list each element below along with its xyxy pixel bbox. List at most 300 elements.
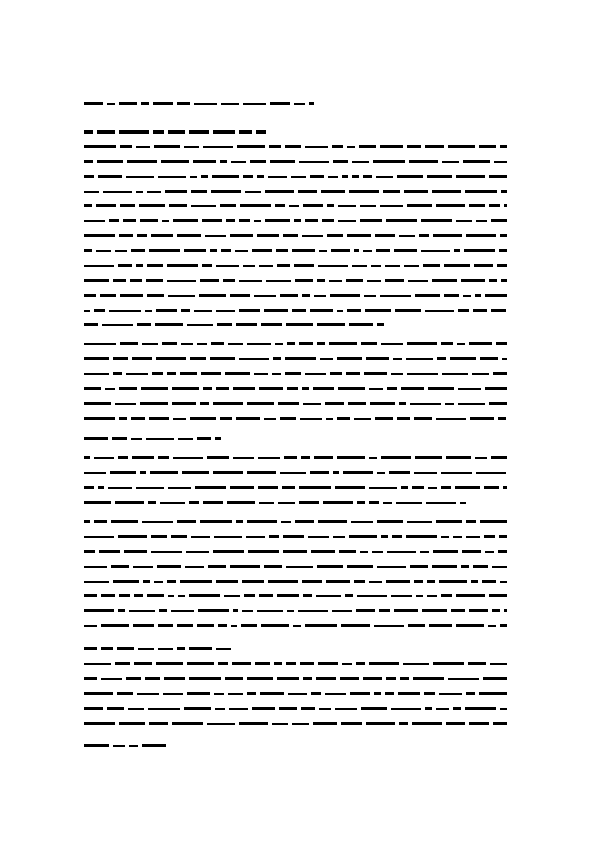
text-word-mark [185,566,204,568]
text-word-mark [96,204,116,207]
text-word-mark [232,662,251,665]
text-word-mark [111,565,129,568]
text-word-mark [247,471,276,474]
text-word-mark [360,219,382,222]
text-word-mark [156,357,186,360]
text-word-mark [131,438,143,440]
paragraph-line [84,190,511,193]
text-word-mark [363,677,382,680]
text-word-mark [133,624,155,627]
text-word-mark [161,160,189,163]
text-word-mark [220,204,236,207]
text-word-mark [145,677,160,680]
text-word-mark [84,566,107,568]
paragraph-line [84,294,511,297]
text-word-mark [425,310,454,312]
text-word-mark [147,594,164,597]
text-word-mark [274,662,282,665]
text-word-mark [184,249,206,252]
text-word-mark [137,323,151,326]
paragraph-line [84,249,511,252]
text-word-mark [287,387,298,390]
text-word-mark [225,677,244,680]
text-word-mark [442,373,469,375]
text-word-mark [239,358,270,360]
text-word-mark [123,219,136,222]
text-word-mark [427,595,437,597]
text-word-mark [118,535,148,538]
text-word-mark [294,219,301,222]
text-word-mark [110,471,136,474]
text-word-mark [492,566,507,568]
text-word-mark [233,609,239,612]
text-word-mark [313,722,337,725]
paragraph-line [84,520,511,523]
text-word-mark [408,280,428,282]
paragraph-line-last [84,744,170,747]
text-word-mark [151,551,182,553]
text-word-mark [500,145,507,148]
text-word-mark [376,176,393,178]
text-word-mark [239,309,260,312]
text-word-mark [318,520,347,523]
text-word-mark [84,279,109,282]
text-word-mark [162,342,177,345]
text-word-mark [456,624,485,627]
text-word-mark [476,472,506,474]
text-word-mark [393,358,402,360]
text-word-mark [198,609,229,612]
paragraph-line [84,204,511,207]
text-word-mark [491,456,507,459]
text-word-mark [84,663,111,665]
text-word-mark [101,647,114,650]
text-word-mark [155,323,183,326]
text-word-mark [113,357,128,360]
text-word-mark [107,707,124,710]
text-word-mark [172,387,199,390]
text-word-mark [265,219,290,222]
text-word-mark [213,550,245,553]
text-word-mark [210,249,217,252]
text-word-mark [341,722,363,725]
text-word-mark [154,145,180,148]
text-word-mark [187,324,213,326]
text-word-mark [258,486,278,489]
paragraph-line [84,279,511,282]
text-word-mark [84,501,111,504]
text-word-mark [335,486,366,489]
text-word-mark [342,663,352,665]
text-word-mark [305,146,328,148]
text-word-mark [468,662,486,665]
text-word-mark [120,294,144,297]
text-word-mark [485,551,494,553]
text-word-mark [139,204,165,207]
text-word-mark [303,403,321,405]
text-word-mark [463,295,471,297]
text-word-mark [189,501,199,504]
text-word-mark [212,175,240,178]
text-word-mark [342,175,348,178]
text-word-mark [191,205,216,207]
text-word-mark [343,471,373,474]
text-word-mark [441,342,453,345]
text-word-mark [456,175,486,178]
text-word-mark [257,175,264,178]
text-word-mark [359,145,376,148]
text-word-mark [193,160,216,163]
text-word-mark [178,438,192,440]
text-word-mark [381,535,388,538]
text-word-mark [371,265,381,267]
text-word-mark [210,357,235,360]
text-word-mark [229,708,248,710]
text-word-mark [84,520,90,523]
text-word-mark [354,249,360,252]
text-word-mark [143,580,150,583]
text-word-mark [200,279,219,282]
text-word-mark [236,520,243,523]
text-word-mark [333,536,346,538]
paragraph-line-last [84,501,470,504]
text-word-mark [369,501,379,504]
text-word-mark [451,609,466,612]
text-word-mark [227,501,256,504]
text-word-mark [300,418,322,420]
text-word-mark [408,624,425,627]
text-word-mark [202,264,212,267]
text-word-mark [131,417,145,420]
text-word-mark [177,647,186,650]
text-word-mark [276,249,288,252]
text-word-mark [460,502,466,504]
text-word-mark [469,722,489,725]
text-word-mark [349,535,377,538]
text-word-mark [474,264,493,267]
text-word-mark [338,205,357,207]
text-word-mark [441,536,450,538]
text-word-mark [261,323,282,326]
text-word-mark [333,471,339,474]
text-word-mark [158,624,173,627]
text-word-mark [300,662,315,665]
text-word-mark [247,677,273,680]
text-word-mark [184,707,211,710]
paragraph-line [84,372,511,375]
text-word-mark [354,418,371,420]
text-word-mark [458,309,469,312]
text-word-mark [494,161,507,163]
text-word-mark [84,417,115,420]
text-word-mark [437,357,446,360]
text-word-mark [319,708,331,710]
text-word-mark [84,160,93,163]
text-word-mark [259,387,283,390]
text-word-mark [279,707,297,710]
text-word-mark [305,219,318,222]
text-word-mark [248,550,279,553]
text-word-mark [413,677,444,680]
text-word-mark [436,204,466,207]
text-word-mark [129,745,138,747]
text-word-mark [500,234,507,237]
text-word-mark [242,580,265,583]
text-word-mark [291,176,306,178]
text-word-mark [425,707,432,710]
text-word-mark [394,609,418,612]
text-word-mark [349,190,380,193]
text-word-mark [115,501,145,504]
text-word-mark [84,145,116,148]
header-text [0,0,1,1]
paragraph-line [84,535,511,538]
text-word-mark [340,677,360,680]
text-word-mark [429,624,452,627]
text-word-mark [361,342,377,345]
text-word-mark [354,580,365,583]
text-word-mark [84,234,115,237]
text-word-mark [239,722,269,725]
text-word-mark [230,565,261,568]
text-word-mark [140,471,146,474]
text-word-mark [407,342,437,345]
text-word-mark [282,486,295,489]
text-word-mark [84,707,103,710]
text-word-mark [180,580,212,583]
text-word-mark [140,219,159,222]
text-word-mark [317,342,325,345]
text-word-mark [311,550,335,553]
text-word-mark [142,744,166,747]
paragraph-line [84,417,511,420]
text-word-mark [146,438,174,440]
text-word-mark [215,708,225,710]
text-word-mark [205,235,226,237]
text-word-mark [270,102,291,105]
text-word-mark [156,309,177,312]
text-word-mark [347,146,355,148]
text-word-mark [136,487,165,489]
text-word-mark [84,373,109,375]
text-word-mark [469,204,485,207]
text-word-mark [255,662,270,665]
text-word-mark [473,565,488,568]
text-word-mark [189,594,220,597]
text-word-mark [412,486,424,489]
text-word-mark [98,486,104,489]
text-word-mark [211,342,224,345]
text-word-mark [130,279,143,282]
text-word-mark [409,160,438,163]
text-word-mark [256,130,266,134]
text-word-mark [113,745,125,747]
text-word-mark [207,456,229,459]
text-word-mark [128,708,144,710]
paragraph-line [84,234,511,237]
text-word-mark [345,594,353,597]
text-word-mark [247,402,274,405]
text-word-mark [215,437,221,440]
text-word-mark [194,310,212,312]
text-word-mark [84,310,90,312]
text-word-mark [177,234,201,237]
text-word-mark [380,205,403,207]
text-word-mark [147,294,164,297]
text-word-mark [301,707,315,710]
text-word-mark [396,502,423,504]
text-word-mark [163,693,183,695]
text-word-mark [231,161,246,163]
text-word-mark [285,357,316,360]
text-word-mark [120,342,138,345]
text-word-mark [103,191,132,193]
text-word-mark [392,535,402,538]
text-word-mark [101,678,122,680]
text-word-mark [386,677,396,680]
text-word-mark [119,234,134,237]
text-word-mark [314,456,333,459]
text-word-mark [246,536,265,538]
text-word-mark [330,294,361,297]
text-word-mark [364,295,376,297]
text-word-mark [502,358,507,360]
text-word-mark [370,402,395,405]
text-word-mark [480,520,507,523]
text-word-mark [333,160,348,163]
text-word-mark [84,609,114,612]
text-word-mark [424,692,435,695]
text-word-mark [168,295,195,297]
text-word-mark [97,160,123,163]
text-word-mark [119,387,138,390]
text-word-mark [236,323,257,326]
text-word-mark [453,707,461,710]
text-word-mark [289,205,299,207]
text-word-mark [302,387,309,390]
text-word-mark [194,103,217,105]
text-word-mark [207,723,235,725]
text-word-mark [156,662,183,665]
text-word-mark [151,535,167,538]
text-word-mark [337,310,343,312]
text-word-mark [305,373,326,375]
text-word-mark [338,220,357,222]
text-word-mark [310,471,329,474]
text-word-mark [283,535,304,538]
text-word-mark [154,581,163,583]
text-word-mark [441,486,451,489]
text-word-mark [216,310,235,312]
paragraph-line-last [84,647,235,650]
text-word-mark [407,373,438,375]
text-word-mark [190,176,197,178]
text-word-mark [277,677,299,680]
text-word-mark [421,219,452,222]
text-word-mark [151,234,173,237]
text-word-mark [203,146,233,148]
text-word-mark [458,403,485,405]
text-word-mark [387,387,397,390]
text-word-mark [374,625,404,627]
text-word-mark [201,175,208,178]
text-word-mark [269,535,279,538]
text-word-mark [214,536,243,538]
text-word-mark [257,610,283,612]
text-word-mark [399,722,408,725]
text-word-mark [463,160,490,163]
paragraph-line [84,175,511,178]
text-word-mark [223,279,235,282]
text-word-mark [264,565,282,568]
text-word-mark [446,456,472,459]
text-word-mark [416,595,423,597]
text-word-mark [332,145,344,148]
text-word-mark [261,624,289,627]
text-word-mark [499,249,507,252]
text-word-mark [383,502,392,504]
paragraph-line [84,471,511,474]
text-word-mark [146,279,163,282]
text-word-mark [352,265,367,267]
text-word-mark [387,551,416,553]
text-word-mark [287,610,294,612]
text-word-mark [257,234,279,237]
text-word-mark [432,190,462,193]
text-word-mark [503,486,507,489]
text-word-mark [479,692,507,695]
text-word-mark [357,595,388,597]
text-word-mark [376,249,390,252]
text-word-mark [461,279,485,282]
text-word-mark [277,594,299,597]
text-word-mark [84,402,111,405]
text-word-mark [254,373,268,375]
text-word-mark [352,161,369,163]
text-word-mark [421,250,450,252]
paragraph-line [84,342,511,345]
paragraph-line [84,309,511,312]
text-word-mark [369,662,399,665]
paragraph-line [84,264,511,267]
text-word-mark [442,161,460,163]
text-word-mark [84,437,108,440]
text-word-mark [448,678,480,680]
text-word-mark [381,343,403,345]
text-word-mark [369,581,382,583]
text-word-mark [475,457,487,459]
text-word-mark [497,264,507,267]
text-word-mark [230,486,255,489]
text-word-mark [168,487,191,489]
text-word-mark [350,692,370,695]
text-word-mark [239,130,252,134]
paragraph-line [84,707,511,710]
text-word-mark [216,648,231,650]
text-word-mark [187,692,210,695]
text-word-mark [445,403,454,405]
text-word-mark [225,372,251,375]
text-word-mark [349,323,373,326]
text-word-mark [369,457,377,459]
text-word-mark [216,387,229,390]
text-word-mark [427,175,452,178]
text-word-mark [316,595,341,597]
text-word-mark [149,249,180,252]
text-word-mark [427,580,435,583]
paragraph-line [84,722,511,725]
text-word-mark [119,102,137,105]
